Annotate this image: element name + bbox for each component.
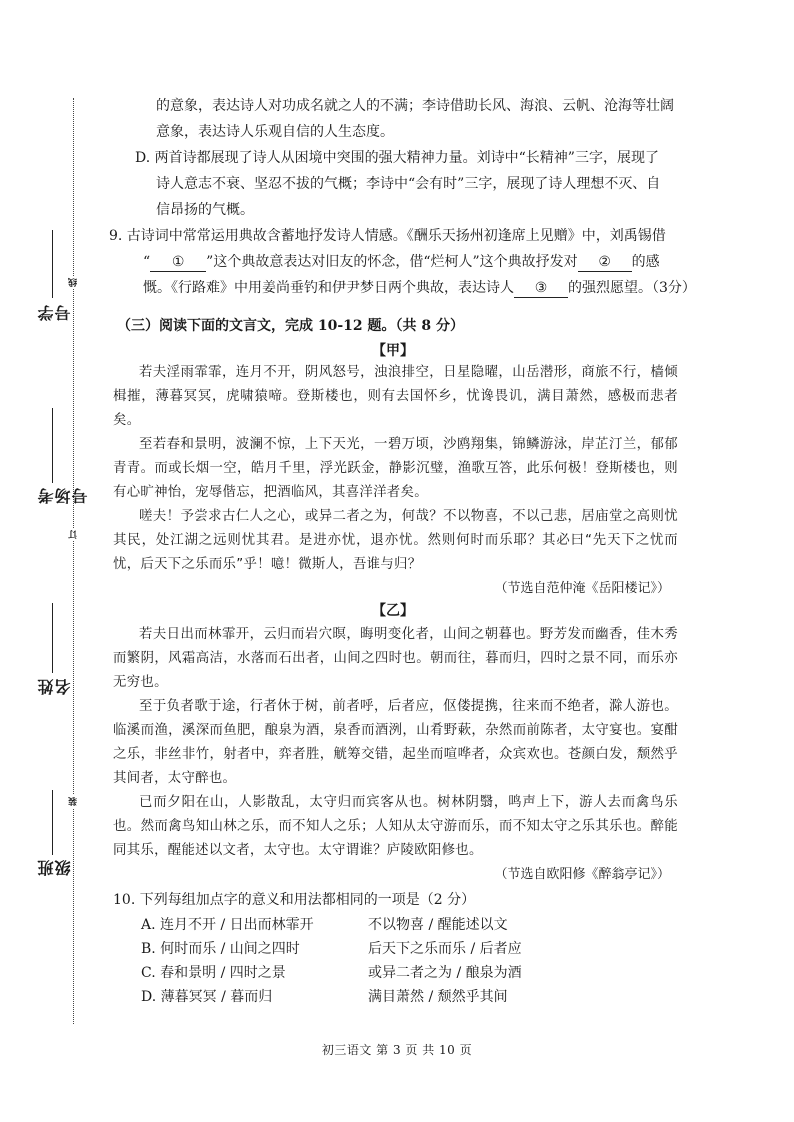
binding-mark-bind: 装 bbox=[69, 797, 79, 806]
q10-option-a-left: A. 连月不开 / 日出而林霏开 bbox=[141, 917, 314, 933]
binding-mark-line: 线 bbox=[69, 278, 79, 287]
q9-blank-2[interactable]: ② bbox=[578, 253, 632, 272]
q9-text: 的感 bbox=[631, 254, 660, 270]
name-label: 姓名 bbox=[37, 679, 73, 695]
page-footer: 初三语文 第 3 页 共 10 页 bbox=[321, 1043, 473, 1057]
q8-option-d-line: 信昂扬的气概。 bbox=[156, 202, 254, 218]
q9-line2 bbox=[143, 249, 660, 275]
passage-paragraph: 若夫淫雨霏霏，连月不开，阴风怒号，浊浪排空，日星隐曜，山岳潜形，商旅不行，樯倾楫摧，薄暮冥冥，虎啸猿啼。登斯楼也，则有去国怀乡，忧谗畏讥，满目萧然，感极而悲者矣。 bbox=[113, 365, 678, 428]
binding-mark-staple: 订 bbox=[69, 530, 79, 539]
passage-paragraph: 至于负者歌于途，行者休于树，前者呼，后者应，伛偻提携，往来而不绝者，滁人游也。临溪而渔，溪深而鱼肥，酿泉为酒，泉香而酒洌，山肴野蔌，杂然而前陈者，太守宴也。宴酣之乐，非丝非竹，射者中，弈者胜，觥筹交错，起坐而喧哗者，众宾欢也。苍颜白发，颓然乎其间者，太守醉也。 bbox=[113, 699, 678, 786]
passage-yi-source: （节选自欧阳修《醉翁亭记》） bbox=[494, 867, 670, 882]
q8-option-d-line: D. 两首诗都展现了诗人从困境中突围的强大精神力量。刘诗中“长精神”三字，展现了 bbox=[135, 150, 659, 166]
q10-option-b-left: B. 何时而乐 / 山间之四时 bbox=[141, 941, 300, 957]
q10-stem: 10. 下列每组加点字的意义和用法都相同的一项是（2 分） bbox=[113, 892, 476, 908]
q10-option-c-left: C. 春和景明 / 四时之景 bbox=[141, 965, 286, 981]
q10-option-b-right: 后天下之乐而乐 / 后者应 bbox=[368, 941, 522, 957]
section-3-heading: （三）阅读下面的文言文，完成 10-12 题。（共 8 分） bbox=[117, 318, 465, 334]
q9-stem: 9. 古诗词中常常运用典故含蓄地抒发诗人情感。《酬乐天扬州初逢席上见赠》中，刘禹锡借 bbox=[109, 228, 666, 244]
q10-option-d-left: D. 薄暮冥冥 / 暮而归 bbox=[141, 989, 273, 1005]
binding-dotted-line bbox=[73, 98, 74, 1024]
passage-jia-source: （节选自范仲淹《岳阳楼记》） bbox=[494, 581, 670, 596]
q9-blank-3[interactable]: ③ bbox=[514, 279, 568, 298]
q10-option-c-right: 或异二者之为 / 酿泉为酒 bbox=[368, 965, 522, 981]
q9-text: 慨。《行路难》中用姜尚垂钓和伊尹梦日两个典故，表达诗人 bbox=[143, 280, 514, 296]
q8-option-c-line: 意象，表达诗人乐观自信的人生态度。 bbox=[156, 124, 394, 140]
q8-option-d-line: 诗人意志不衰、坚忍不拔的气概；李诗中“会有时”三字，展现了诗人理想不灭、自 bbox=[156, 176, 661, 192]
passage-yi-label: 【乙】 bbox=[372, 603, 414, 619]
passage-yi bbox=[113, 623, 678, 863]
q10-option-d-right: 满目萧然 / 颓然乎其间 bbox=[368, 989, 508, 1005]
class-blank bbox=[52, 790, 53, 855]
q9-text: ”这个典故意表达对旧友的怀念，借“烂柯人”这个典故抒发对 bbox=[206, 254, 578, 270]
q9-quote-open: “ bbox=[143, 254, 151, 270]
q8-option-c-line: 的意象，表达诗人对功成名就之人的不满；李诗借助长风、海浪、云帆、沧海等壮阔 bbox=[156, 98, 674, 114]
q10-option-a-right: 不以物喜 / 醒能述以文 bbox=[368, 917, 508, 933]
passage-paragraph: 嗟夫！予尝求古仁人之心，或异二者之为，何哉？不以物喜，不以己悲，居庙堂之高则忧其民，处江湖之远则忧其君。是进亦忧，退亦忧。然则何时而乐耶？其必曰“先天下之忧而忧，后天下之乐而乐”乎！噫！微斯人，吾谁与归？ bbox=[113, 509, 678, 572]
student-number-blank bbox=[52, 230, 53, 298]
exam-room-blank bbox=[52, 408, 53, 483]
class-label: 班级 bbox=[37, 860, 73, 876]
name-blank bbox=[52, 603, 53, 673]
passage-jia-label: 【甲】 bbox=[372, 343, 414, 359]
q9-line3 bbox=[143, 275, 696, 301]
q9-blank-1[interactable]: ① bbox=[150, 253, 206, 272]
exam-room-label: 考场号 bbox=[37, 488, 90, 504]
passage-paragraph: 已而夕阳在山，人影散乱，太守归而宾客从也。树林阴翳，鸣声上下，游人去而禽鸟乐也。然而禽鸟知山林之乐，而不知人之乐；人知从太守游而乐，而不知太守之乐其乐也。醉能同其乐，醒能述以文者，太守也。太守谓谁？庐陵欧阳修也。 bbox=[113, 795, 678, 858]
passage-jia bbox=[113, 361, 678, 577]
q9-text: 的强烈愿望。（3分） bbox=[568, 280, 696, 296]
student-number-label: 学号 bbox=[37, 305, 73, 321]
passage-paragraph: 若夫日出而林霏开，云归而岩穴暝，晦明变化者，山间之朝暮也。野芳发而幽香，佳木秀而繁阴，风霜高洁，水落而石出者，山间之四时也。朝而往，暮而归，四时之景不同，而乐亦无穷也。 bbox=[113, 627, 678, 690]
passage-paragraph: 至若春和景明，波澜不惊，上下天光，一碧万顷，沙鸥翔集，锦鳞游泳，岸芷汀兰，郁郁青青。而或长烟一空，皓月千里，浮光跃金，静影沉璧，渔歌互答，此乐何极！登斯楼也，则有心旷神怡，宠辱偕忘，把酒临风，其喜洋洋者矣。 bbox=[113, 437, 678, 500]
